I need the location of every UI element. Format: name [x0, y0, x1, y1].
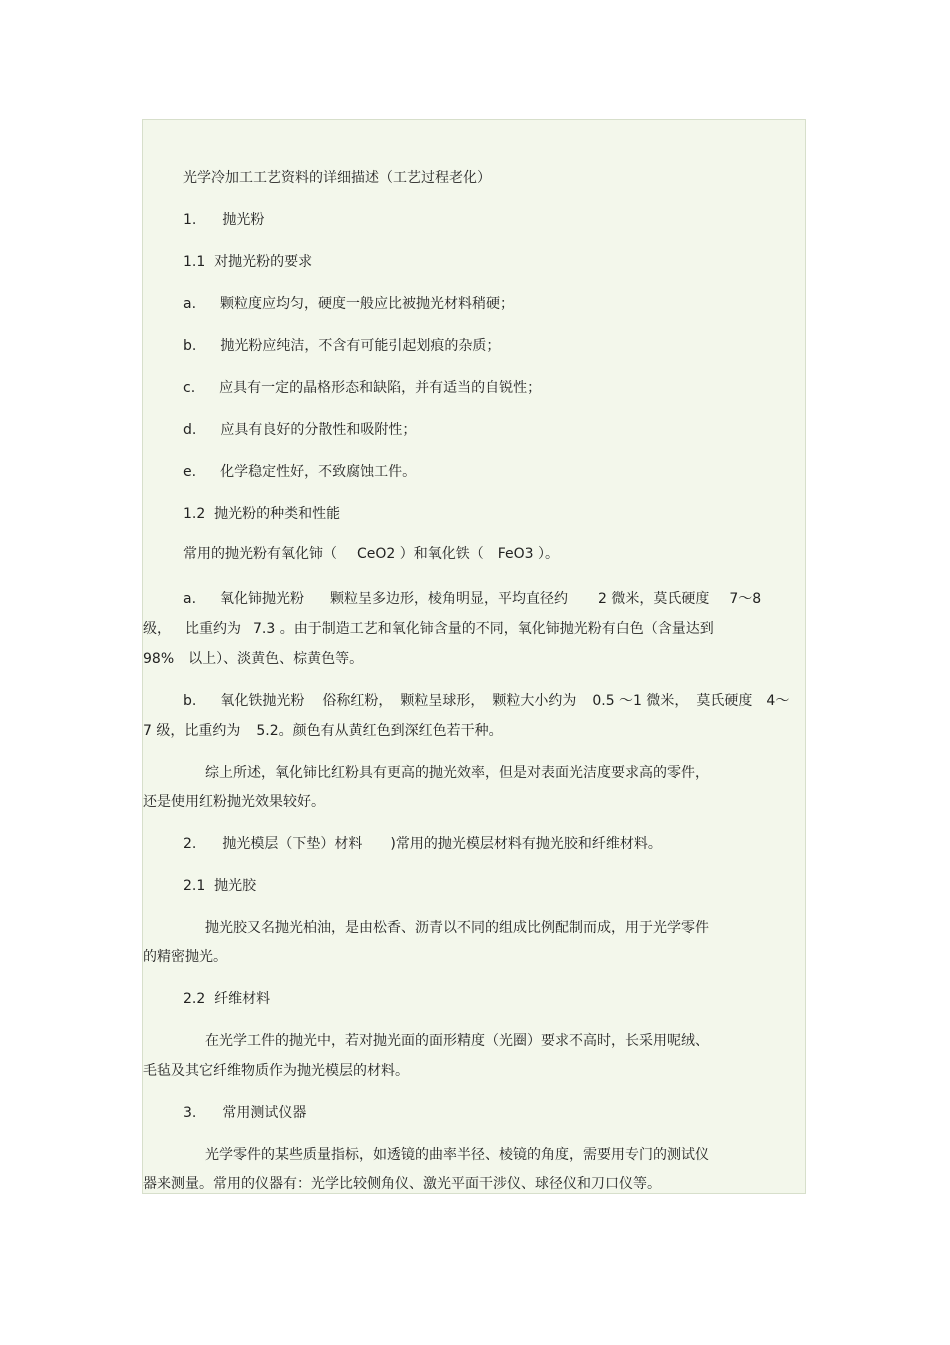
paragraph-ceo2-line3: 98% 以上）、淡黄色、棕黄色等。 — [143, 651, 364, 667]
paragraph-fiber-line1: 在光学工件的抛光中，若对抛光面的面形精度（光圈）要求不高时，长采用呢绒、 — [205, 1033, 709, 1049]
list-item — [183, 462, 806, 482]
paragraph-ceo2-line1: a. 氧化铈抛光粉 颗粒呈多边形，棱角明显，平均直径约 2 微米，莫氏硬度 7～8 — [183, 591, 762, 607]
section-title: 抛光粉 — [222, 212, 265, 228]
section-title: 抛光模层（下垫）材料 — [222, 836, 363, 852]
list-text: 应具有良好的分散性和吸附性； — [220, 422, 417, 438]
list-marker: d. — [183, 422, 197, 438]
list-marker: e. — [183, 464, 197, 480]
list-text: 抛光粉应纯洁，不含有可能引起划痕的杂质； — [220, 338, 501, 354]
list-marker: a. — [183, 296, 197, 312]
section-number: 3. — [183, 1105, 197, 1121]
paragraph-fiber-line2: 毛毡及其它纤维物质作为抛光模层的材料。 — [143, 1063, 409, 1079]
paragraph-instruments-line2: 器来测量。常用的仪器有：光学比较侧角仪、激光平面干涉仪、球径仪和刀口仪等。 — [143, 1176, 661, 1192]
paragraph-glue-line1: 抛光胶又名抛光柏油，是由松香、沥青以不同的组成比例配制而成，用于光学零件 — [205, 920, 709, 936]
section-heading-3 — [183, 1103, 806, 1123]
subsection-heading-2-1: 2.1 抛光胶 — [183, 878, 257, 894]
section-heading-2: 2. 抛光模层（下垫）材料 )常用的抛光模层材料有抛光胶和纤维材料。 — [183, 836, 662, 852]
list-marker: c. — [183, 380, 196, 396]
list-item — [183, 420, 806, 440]
subsection-heading-1-1: 1.1 对抛光粉的要求 — [183, 254, 313, 270]
list-item — [183, 378, 806, 398]
document-page — [142, 119, 806, 1194]
paragraph-glue-line2: 的精密抛光。 — [143, 949, 227, 965]
list-text: 化学稳定性好，不致腐蚀工件。 — [220, 464, 417, 480]
paragraph-feo-line1: b. 氧化铁抛光粉 俗称红粉， 颗粒呈球形， 颗粒大小约为 0.5 ～1 微米， 莫氏硬度 4～ — [183, 693, 790, 709]
section-heading-1 — [183, 210, 806, 230]
paragraph-feo-line2: 7 级，比重约为 5.2。颜色有从黄红色到深红色若干种。 — [143, 723, 503, 739]
document-title: 光学冷加工工艺资料的详细描述（工艺过程老化） — [183, 170, 491, 186]
paragraph-summary-line2: 还是使用红粉抛光效果较好。 — [143, 794, 325, 810]
list-marker: b. — [183, 338, 197, 354]
section-number: 2. — [183, 836, 197, 852]
subsection-heading-2-2: 2.2 纤维材料 — [183, 991, 271, 1007]
list-text: 颗粒度应均匀，硬度一般应比被抛光材料稍硬； — [220, 296, 515, 312]
subsection-heading-1-2: 1.2 抛光粉的种类和性能 — [183, 506, 341, 522]
list-item — [183, 294, 806, 314]
paragraph-common-powders: 常用的抛光粉有氧化铈（ CeO2 ）和氧化铁（ FeO3 ）。 — [183, 546, 560, 562]
list-marker: a. — [183, 591, 197, 607]
paragraph-summary-line1: 综上所述，氧化铈比红粉具有更高的抛光效率，但是对表面光洁度要求高的零件， — [205, 765, 709, 781]
paragraph-instruments-line1: 光学零件的某些质量指标，如透镜的曲率半径、棱镜的角度，需要用专门的测试仪 — [205, 1147, 709, 1163]
section-title: 常用测试仪器 — [222, 1105, 307, 1121]
list-marker: b. — [183, 693, 197, 709]
list-item — [183, 336, 806, 356]
list-text: 应具有一定的晶格形态和缺陷，并有适当的自锐性； — [219, 380, 542, 396]
section-number: 1. — [183, 212, 197, 228]
paragraph-ceo2-line2: 级， 比重约为 7.3 。由于制造工艺和氧化铈含量的不同，氧化铈抛光粉有白色（含量达到 — [143, 621, 714, 637]
